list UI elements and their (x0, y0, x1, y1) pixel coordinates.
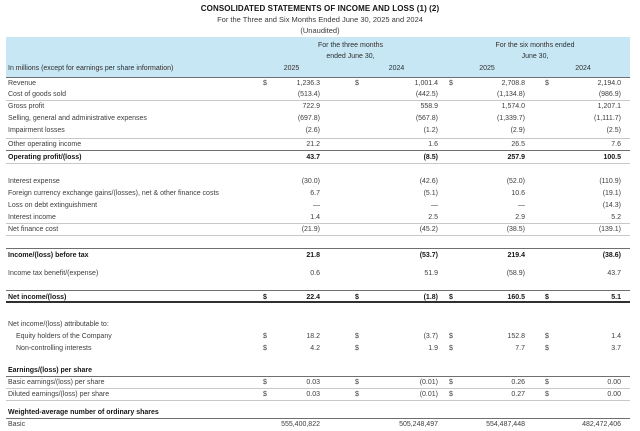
currency-symbol (449, 249, 463, 262)
row-label: Equity holders of the Company (16, 333, 112, 340)
row-value: (14.3) (602, 202, 621, 209)
currency-symbol (545, 419, 559, 431)
currency-symbol (545, 89, 559, 101)
currency-symbol (449, 101, 463, 113)
row-label: Operating profit/(loss) (8, 154, 82, 161)
row-value: 4.2 (310, 345, 320, 352)
currency-symbol (355, 406, 369, 418)
table-row (6, 113, 630, 125)
row-value: (1,111.7) (594, 115, 621, 122)
row-value: (5.1) (423, 190, 438, 197)
currency-symbol (263, 224, 277, 236)
title-block (0, 3, 640, 36)
row-value: — (431, 202, 438, 209)
row-value: — (313, 202, 320, 209)
row-value: (442.5) (415, 91, 438, 98)
year-column-header: 2025 (479, 65, 495, 72)
currency-symbol (263, 268, 277, 280)
currency-symbol: $ (545, 80, 549, 87)
row-value (559, 364, 621, 376)
year-column-header: 2024 (388, 65, 405, 72)
table-row (6, 331, 630, 343)
row-value: 21.2 (306, 141, 320, 148)
page-subtitle: For the Three and Six Months Ended June 30, 2025 and 2024 (217, 15, 423, 24)
currency-symbol (545, 406, 559, 418)
row-label: Selling, general and administrative expenses (8, 115, 147, 122)
currency-symbol (449, 364, 463, 376)
currency-symbol (355, 249, 369, 262)
row-spacer (6, 280, 630, 290)
row-label: Net finance cost (8, 226, 59, 233)
row-value: 7.7 (515, 345, 525, 352)
row-value (559, 319, 621, 331)
currency-symbol (449, 89, 463, 101)
row-value: (1,134.8) (496, 91, 525, 98)
row-value: (3.7) (423, 333, 438, 340)
currency-symbol: $ (263, 80, 267, 87)
row-value: (1.8) (423, 294, 438, 301)
currency-symbol: $ (355, 333, 359, 340)
row-value: 0.00 (607, 379, 621, 386)
row-value: (38.6) (602, 252, 621, 259)
currency-symbol (263, 319, 277, 331)
row-value: (139.1) (598, 226, 621, 233)
table-row (6, 319, 630, 331)
currency-symbol (263, 188, 277, 200)
table-body (6, 77, 630, 431)
row-value: 3.7 (611, 345, 621, 352)
currency-symbol: $ (355, 80, 359, 87)
currency-symbol (263, 89, 277, 101)
row-value: (513.4) (297, 91, 320, 98)
row-value: (0.01) (419, 391, 438, 398)
row-value: 555,400,822 (281, 421, 320, 428)
currency-symbol (355, 364, 369, 376)
table-row (6, 364, 630, 377)
table-row (6, 212, 630, 224)
currency-symbol (449, 268, 463, 280)
currency-symbol (263, 249, 277, 262)
row-value: 0.03 (306, 391, 320, 398)
table-header-band (6, 37, 630, 77)
table-row (6, 151, 630, 164)
row-label: Other operating income (8, 141, 82, 148)
row-spacer (6, 355, 630, 364)
currency-symbol: $ (449, 379, 453, 386)
row-spacer (6, 303, 630, 319)
currency-symbol (355, 113, 369, 125)
row-value: 26.5 (511, 141, 525, 148)
row-value (369, 319, 438, 331)
row-value: 219.4 (507, 252, 525, 259)
row-value (277, 364, 320, 376)
currency-symbol (545, 212, 559, 224)
row-label: Basic (8, 421, 26, 428)
currency-symbol (263, 200, 277, 212)
currency-symbol: $ (263, 391, 267, 398)
row-value: (0.01) (419, 379, 438, 386)
currency-symbol: $ (355, 391, 359, 398)
currency-symbol (355, 89, 369, 101)
row-value: 554,487,448 (486, 421, 525, 428)
currency-symbol (449, 113, 463, 125)
row-spacer (6, 164, 630, 176)
currency-symbol: $ (263, 345, 267, 352)
currency-symbol (263, 364, 277, 376)
row-value: 1.4 (611, 333, 621, 340)
row-label: Impairment losses (8, 127, 65, 134)
row-label: Basic earnings/(loss) per share (8, 379, 105, 386)
row-value: (30.0) (301, 178, 320, 185)
row-value: 1,001.4 (414, 80, 438, 87)
row-value: 257.9 (507, 154, 525, 161)
row-value: (986.9) (598, 91, 621, 98)
year-column-header: 2024 (575, 65, 591, 72)
currency-symbol (263, 151, 277, 164)
currency-symbol (545, 364, 559, 376)
row-value: 0.00 (607, 391, 621, 398)
page-title: CONSOLIDATED STATEMENTS OF INCOME AND LOSS (1) (2) (200, 4, 440, 13)
row-value: 558.9 (420, 103, 438, 110)
currency-symbol (355, 139, 369, 151)
row-value: 10.6 (511, 190, 525, 197)
currency-symbol (545, 113, 559, 125)
table-row (6, 248, 630, 261)
currency-symbol: $ (545, 345, 549, 352)
currency-symbol (545, 151, 559, 164)
currency-symbol (545, 125, 559, 138)
currency-symbol (355, 212, 369, 224)
row-label: Revenue (8, 80, 37, 87)
currency-symbol (449, 319, 463, 331)
table-row (6, 406, 630, 419)
table-row (6, 268, 630, 280)
row-value: 6.7 (310, 190, 320, 197)
currency-symbol (263, 125, 277, 138)
table-row (6, 200, 630, 212)
currency-symbol (355, 151, 369, 164)
row-value: 0.26 (511, 379, 525, 386)
row-value: 1.4 (310, 214, 320, 221)
currency-symbol (263, 113, 277, 125)
currency-symbol (355, 176, 369, 188)
row-label: Weighted-average number of ordinary shares (8, 409, 159, 416)
row-label: Diluted earnings/(loss) per share (8, 391, 110, 398)
row-value: (2.9) (510, 127, 525, 134)
currency-symbol (545, 176, 559, 188)
table-row (6, 77, 630, 89)
row-value (463, 364, 525, 376)
currency-symbol (449, 212, 463, 224)
currency-symbol (449, 224, 463, 236)
row-value: (1.2) (423, 127, 438, 134)
row-label: Income tax benefit/(expense) (8, 270, 99, 277)
currency-symbol: $ (355, 345, 359, 352)
currency-symbol: $ (545, 333, 549, 340)
row-value: (1,339.7) (496, 115, 525, 122)
currency-symbol (545, 224, 559, 236)
row-label: Net income/(loss) attributable to: (8, 321, 109, 328)
row-value: 0.27 (511, 391, 525, 398)
row-value: — (518, 202, 525, 209)
currency-symbol (545, 139, 559, 151)
currency-symbol: $ (449, 345, 453, 352)
table-row (6, 419, 630, 431)
row-value: 152.8 (507, 333, 525, 340)
currency-symbol (355, 200, 369, 212)
row-label: Cost of goods sold (8, 91, 66, 98)
row-value: (42.6) (419, 178, 438, 185)
table-row (6, 389, 630, 401)
currency-symbol: $ (545, 391, 549, 398)
row-value: (58.9) (506, 270, 525, 277)
row-value (277, 319, 320, 331)
three-months-header-line1: For the three months (318, 42, 383, 49)
row-value: (45.2) (419, 226, 438, 233)
row-value (369, 406, 438, 418)
currency-symbol: $ (449, 80, 453, 87)
row-label: Interest expense (8, 178, 60, 185)
row-value: 1,207.1 (597, 103, 621, 110)
row-value: (8.5) (423, 154, 438, 161)
table-row (6, 176, 630, 188)
row-value: (53.7) (419, 252, 438, 259)
currency-symbol (263, 419, 277, 431)
row-value: 505,248,497 (399, 421, 438, 428)
currency-symbol (449, 176, 463, 188)
row-value: 2.9 (515, 214, 525, 221)
table-row (6, 139, 630, 151)
row-value: 51.9 (424, 270, 438, 277)
currency-symbol (545, 188, 559, 200)
currency-symbol (545, 249, 559, 262)
row-value: (52.0) (506, 178, 525, 185)
currency-symbol (449, 419, 463, 431)
table-row (6, 343, 630, 355)
currency-symbol (545, 319, 559, 331)
currency-symbol (355, 419, 369, 431)
six-months-header-line2: June 30, (521, 53, 549, 60)
currency-symbol: $ (449, 333, 453, 340)
currency-symbol (355, 224, 369, 236)
row-spacer (6, 261, 630, 268)
row-value: 43.7 (306, 154, 320, 161)
row-value: (2.6) (305, 127, 320, 134)
table-row (6, 188, 630, 200)
table-row (6, 224, 630, 236)
currency-symbol (449, 151, 463, 164)
currency-symbol (355, 125, 369, 138)
year-column-header: 2025 (283, 65, 300, 72)
row-value: 0.6 (310, 270, 320, 277)
row-value: 22.4 (306, 294, 320, 301)
row-value: 482,472,406 (582, 421, 621, 428)
row-label: Loss on debt extinguishment (8, 202, 98, 209)
units-label: In millions (except for earnings per share information) (8, 65, 174, 72)
row-value: 1,236.3 (296, 80, 320, 87)
currency-symbol (545, 101, 559, 113)
row-value (369, 364, 438, 376)
currency-symbol (263, 406, 277, 418)
currency-symbol: $ (355, 294, 359, 301)
row-value: (110.9) (599, 178, 621, 185)
row-label: Income/(loss) before tax (8, 252, 89, 259)
row-label: Non-controlling interests (16, 345, 92, 352)
row-label: Foreign currency exchange gains/(losses), net & other finance costs (8, 190, 219, 197)
row-value: (38.5) (506, 226, 525, 233)
statement-table (6, 37, 630, 431)
row-spacer (6, 236, 630, 248)
currency-symbol: $ (263, 294, 267, 301)
row-value (559, 406, 621, 418)
row-value: 160.5 (507, 294, 525, 301)
income-statement-page (0, 3, 640, 431)
currency-symbol (263, 101, 277, 113)
row-value: 18.2 (306, 333, 320, 340)
currency-symbol (355, 268, 369, 280)
currency-symbol (449, 200, 463, 212)
currency-symbol (449, 139, 463, 151)
currency-symbol: $ (449, 391, 453, 398)
row-value: 43.7 (607, 270, 621, 277)
row-value: (697.8) (297, 115, 320, 122)
row-value: (567.8) (415, 115, 438, 122)
currency-symbol (449, 188, 463, 200)
row-value (463, 406, 525, 418)
currency-symbol: $ (263, 333, 267, 340)
currency-symbol (545, 200, 559, 212)
row-value: 21.8 (306, 252, 320, 259)
currency-symbol (355, 319, 369, 331)
row-value (463, 319, 525, 331)
currency-symbol (263, 212, 277, 224)
currency-symbol (355, 188, 369, 200)
row-value: 7.6 (611, 141, 621, 148)
table-row (6, 125, 630, 139)
row-value: 722.9 (302, 103, 320, 110)
currency-symbol: $ (545, 379, 549, 386)
table-row (6, 101, 630, 113)
row-value: 2,708.8 (501, 80, 525, 87)
row-value: 1.9 (428, 345, 438, 352)
row-value: 100.5 (603, 154, 621, 161)
row-label: Interest income (8, 214, 56, 221)
six-months-header-line1: For the six months ended (495, 42, 575, 49)
row-value: (19.1) (602, 190, 621, 197)
row-label: Gross profit (8, 103, 45, 110)
currency-symbol (355, 101, 369, 113)
currency-symbol (545, 268, 559, 280)
row-value: 1,574.0 (501, 103, 525, 110)
currency-symbol (449, 406, 463, 418)
row-value: 0.03 (306, 379, 320, 386)
row-value (277, 406, 320, 418)
currency-symbol (449, 125, 463, 138)
row-label: Earnings/(loss) per share (8, 367, 93, 374)
row-value: 2.5 (428, 214, 438, 221)
currency-symbol (263, 176, 277, 188)
currency-symbol: $ (263, 379, 267, 386)
unaudited-note: (Unaudited) (300, 26, 340, 35)
row-value: 5.2 (611, 214, 621, 221)
row-value: 1.6 (428, 141, 438, 148)
currency-symbol: $ (355, 379, 359, 386)
row-value: (21.9) (301, 226, 320, 233)
currency-symbol: $ (545, 294, 549, 301)
table-row (6, 377, 630, 389)
currency-symbol: $ (449, 294, 453, 301)
row-value: 2,194.0 (597, 80, 621, 87)
row-value: (2.5) (606, 127, 621, 134)
row-value: 5.1 (611, 294, 621, 301)
currency-symbol (263, 139, 277, 151)
row-label: Net income/(loss) (8, 294, 67, 301)
table-row (6, 89, 630, 101)
three-months-header-line2: ended June 30, (326, 53, 375, 60)
table-row (6, 290, 630, 303)
